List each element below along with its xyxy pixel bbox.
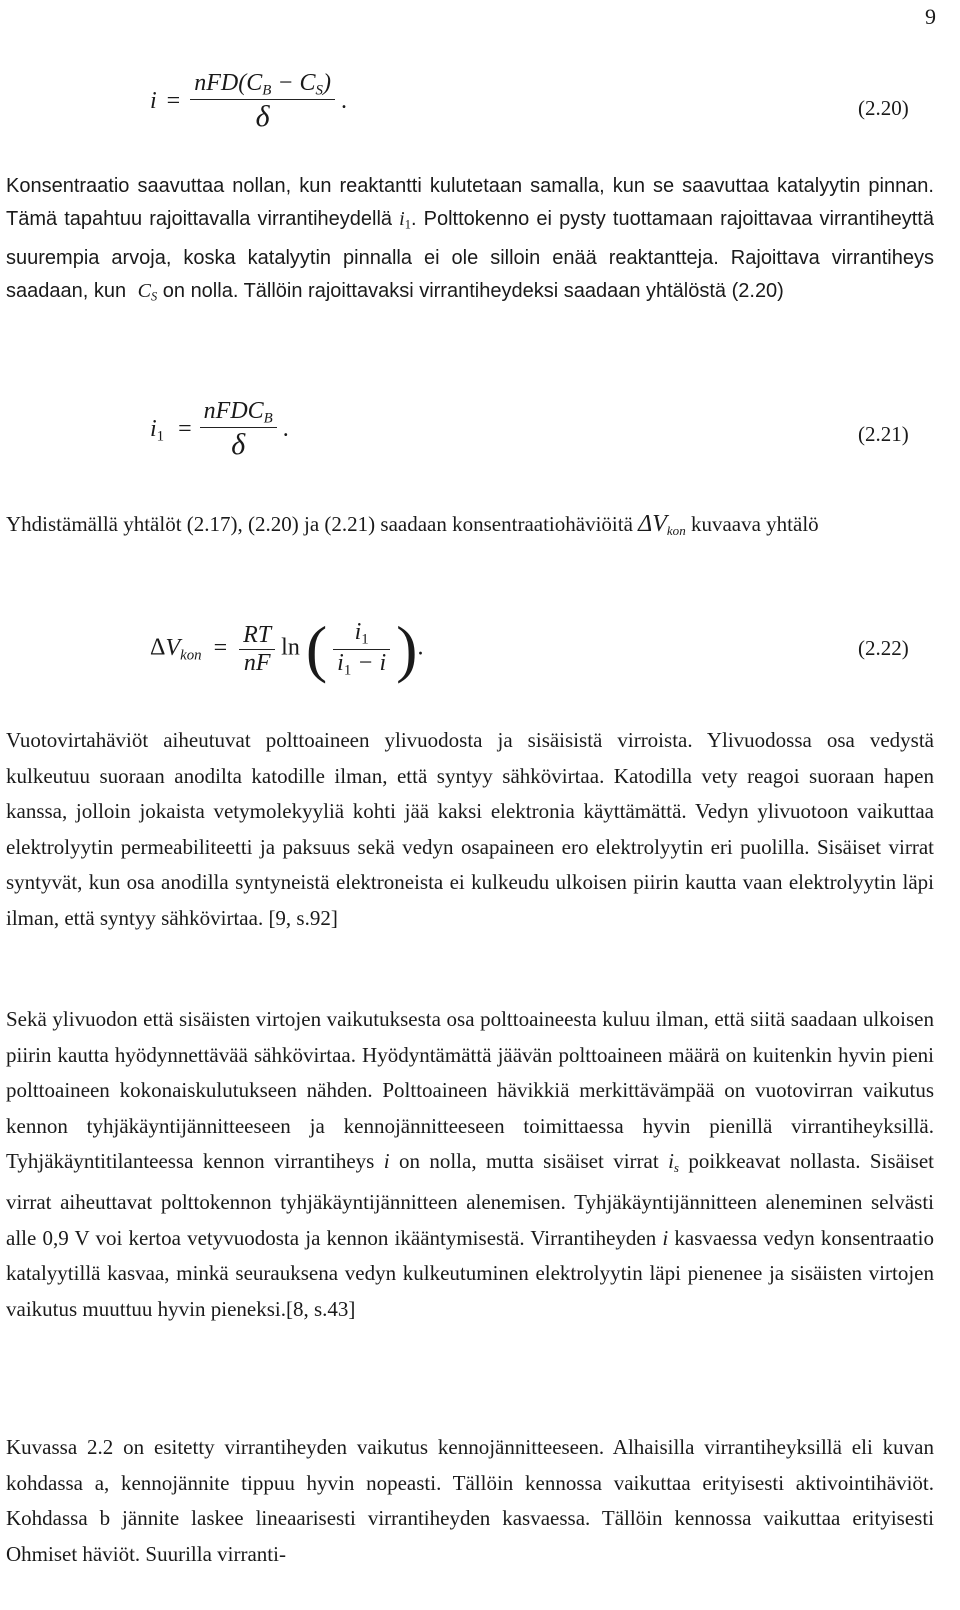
eq-lhs: $V_{kon}$	[165, 634, 202, 663]
eq-paren-close: )	[396, 613, 418, 684]
eq-numerator: $nFD(C_B - C_S)$	[194, 70, 331, 99]
eq-ln: ln	[281, 634, 300, 661]
equation-2-20	[150, 70, 347, 134]
eq-end: .	[340, 87, 347, 114]
paragraph-3: Vuotovirtahäviöt aiheutuvat polttoaineen ylivuodosta ja sisäisistä virroista. Ylivuodossa osa vedystä kulkeutuu suoraan anodilta katodille ilman, että syntyy sähkövirtaa. Katodilla vety reagoi suoraan hapen kanssa, jolloin jokaista vetymolekyyliä kohti jää kaksi elektronia käyttämättä. Vedyn ylivuotoon vaikuttaa elektrolyytin permeabiliteetti ja paksuus sekä vedyn osapaineen ero elektrolyytin eri puolilla. Sisäiset virrat syntyvät, kun osa anodilla syntyneistä elektroneista ei kulkeudu ulkoisen piirin kautta vaan elektrolyytin läpi ilman, että syntyy sähkövirtaa. [9, s.92]	[6, 728, 934, 930]
eq-lhs: i	[150, 87, 157, 114]
equation-number-2-22: (2.22)	[858, 636, 909, 660]
equation-number-2-20: (2.20)	[858, 96, 909, 120]
eq-equals: =	[178, 415, 192, 442]
paragraph-2: Yhdistämällä yhtälöt (2.17), (2.20) ja (2.21) saadaan konsentraatiohäviöitä $\Delta V_{kon}$ kuvaava yhtälö	[6, 511, 819, 538]
eq-paren-open: (	[305, 613, 328, 684]
eq-end: .	[282, 415, 289, 442]
paragraph-5: Kuvassa 2.2 on esitetty virrantiheyden vaikutus kennojännitteeseen. Alhaisilla virrantiheyksillä eli kuvan kohdassa a, kennojännite tippuu hyvin nopeasti. Tällöin kennossa vaikuttaa erityisesti aktivointihäviöt. Kohdassa b jännite laskee lineaarisesti virrantiheyden kasvaessa. Tällöin kennossa vaikuttaa erityisesti Ohmiset häviöt. Suurilla virranti-	[6, 1435, 934, 1566]
equation-2-22	[150, 612, 423, 686]
paragraph-4: Sekä ylivuodon että sisäisten virtojen vaikutuksesta osa polttoaineesta kuluu ilman, että siitä saadaan ulkoisen piirin kautta hyödynnettävää sähkövirtaa. Hyödyntämättä jäävän polttoaineen määrä on kuitenkin hyvin pieni polttoaineen kokonaiskulutukseen nähden. Polttoaineen hävikkiä merkittävämpää on vuotovirran vaikutus kennon tyhjäkäyntijännitteeseen ja kennojännitteeseen toimittaessa hyvin pienillä virrantiheyksillä. Tyhjäkäyntitilanteessa kennon virrantiheys i on nolla, mutta sisäiset virrat $i_s$ poikkeavat nollasta. Sisäiset virrat aiheuttavat polttokennon tyhjäkäyntijännitteen alenemisen. Tyhjäkäyntijännitteen aleneminen selvästi alle 0,9 V voi kertoa vetyvuodosta ja kennon ikääntymisestä. Virrantiheyden i kasvaessa vedyn konsentraatio katalyytillä kasvaa, minkä seurauksena vedyn kulkeutuminen elektrolyytin läpi pienenee ja sisäisten virtojen vaikutus muuttuu hyvin pieneksi.[8, s.43]	[6, 1007, 934, 1321]
eq-fraction	[190, 70, 335, 134]
eq-equals: =	[166, 87, 181, 114]
eq-end: .	[417, 634, 424, 661]
eq-delta: Δ	[150, 634, 166, 661]
eq-denominator: δ	[200, 427, 277, 462]
paragraph-1: Konsentraatio saavuttaa nollan, kun reaktantti kulutetaan samalla, kun se saavuttaa katalyytin pinnan. Tämä tapahtuu rajoittavalla virrantiheydellä $i_1$. Polttokenno ei pysty tuottamaan rajoittavaa virrantiheyttä suurempia arvoja, koska katalyytin pinnalla ei ole silloin enää reaktantteja. Rajoittava virrantiheys saadaan, kun $C_S$ on nolla. Tällöin rajoittavaksi virrantiheydeksi saadaan yhtälöstä (2.20)	[6, 175, 934, 304]
eq-fraction	[200, 398, 277, 462]
equation-2-21	[150, 398, 289, 462]
eq-fraction-rt-nf: $\frac{RT}{nF}$	[239, 622, 275, 677]
page-number: 9	[925, 4, 936, 29]
equation-number-2-21: (2.21)	[858, 422, 909, 446]
eq-equals: =	[213, 634, 228, 661]
eq-denominator: δ	[190, 99, 335, 134]
eq-numerator: nFDC$_B$	[203, 398, 273, 427]
eq-lhs: $i_1$	[150, 415, 165, 445]
eq-fraction-currents: $\frac{i_1}{i_1 - i}$	[333, 619, 390, 679]
